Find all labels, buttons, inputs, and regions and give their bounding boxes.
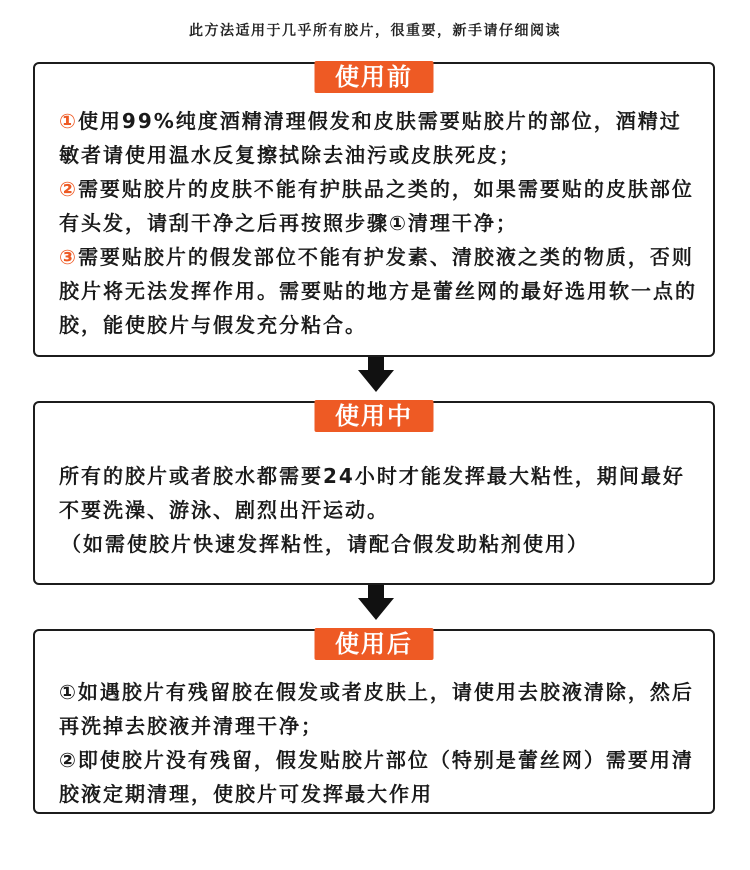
during-note: （如需使胶片快速发挥粘性，请配合假发助粘剂使用） <box>61 532 589 556</box>
before-item-1 <box>59 104 699 172</box>
section-body-after <box>59 675 699 811</box>
top-note: 此方法适用于几乎所有胶片，很重要，新手请仔细阅读 <box>189 23 561 39</box>
during-text: 所有的胶片或者胶水都需要24小时才能发挥最大粘性，期间最好不要洗澡、游泳、剧烈出汗运动。 <box>59 464 685 522</box>
item-marker: ③ <box>59 245 78 269</box>
section-before-use <box>33 62 715 357</box>
section-body-during <box>59 459 699 561</box>
section-during-use <box>33 401 715 585</box>
after-item-1: ①如遇胶片有残留胶在假发或者皮肤上，请使用去胶液清除，然后再洗掉去胶液并清理干净； <box>59 680 694 738</box>
after-item-2: ②即使胶片没有残留，假发贴胶片部位（特别是蕾丝网）需要用清胶液定期清理，使胶片可发挥最大作用 <box>59 748 694 806</box>
item-text: 需要贴胶片的皮肤不能有护肤品之类的，如果需要贴的皮肤部位有头发，请刮干净之后再按照步骤①清理干净； <box>59 177 694 235</box>
section-after-use <box>33 629 715 814</box>
arrow-down-icon <box>358 357 394 401</box>
item-text: 使用99%纯度酒精清理假发和皮肤需要贴胶片的部位，酒精过敏者请使用温水反复擦拭除去油污或皮肤死皮； <box>59 109 682 167</box>
section-title-during: 使用中 <box>315 400 434 432</box>
section-title-before: 使用前 <box>315 61 434 93</box>
before-item-3 <box>59 240 699 342</box>
section-body-before <box>59 104 699 342</box>
item-marker: ① <box>59 109 78 133</box>
section-title-after: 使用后 <box>315 628 434 660</box>
item-text: 需要贴胶片的假发部位不能有护发素、清胶液之类的物质，否则胶片将无法发挥作用。需要贴的地方是蕾丝网的最好选用软一点的胶，能使胶片与假发充分粘合。 <box>59 245 697 337</box>
arrow-down-icon <box>358 585 394 629</box>
item-marker: ② <box>59 177 78 201</box>
before-item-2 <box>59 172 699 240</box>
